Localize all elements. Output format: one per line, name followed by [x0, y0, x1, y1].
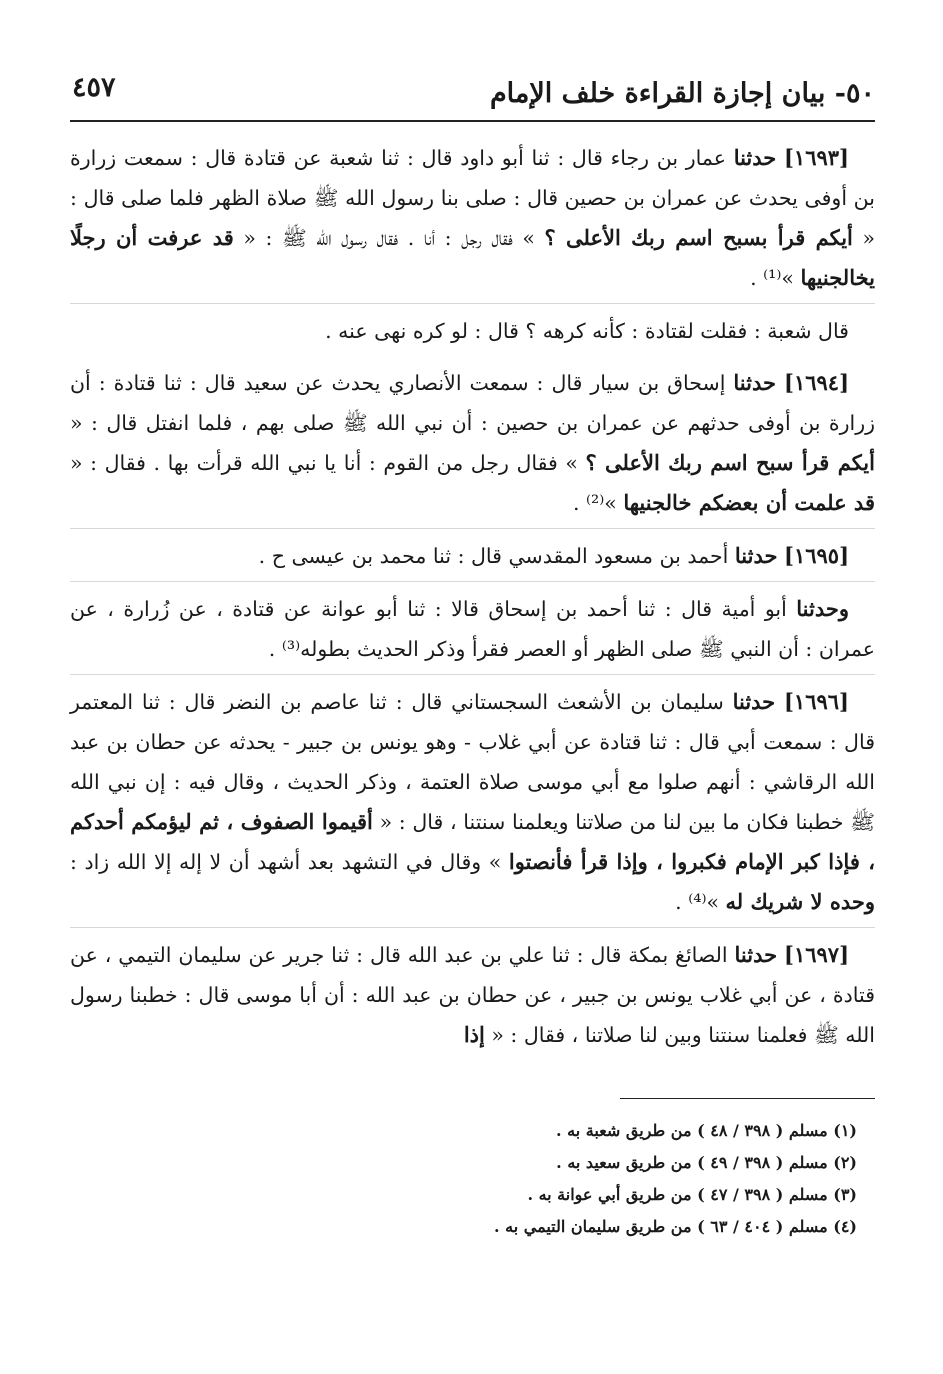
narration-keyword: حدثنا	[734, 543, 778, 568]
hadith-1696	[70, 682, 875, 928]
narration-keyword: وحدثنا	[796, 596, 849, 621]
hadith-number: [١٦٩٤]	[784, 370, 849, 395]
comment-text: قال شعبة : فقلت لقتادة : كأنه كرهه ؟ قال : لو كره نهى عنه .	[325, 319, 849, 343]
chapter-title: ٥٠- بيان إجازة القراءة خلف الإمام	[489, 78, 875, 109]
prophetic-quote: إذا	[463, 1022, 485, 1047]
hadith-number: [١٦٩٧]	[784, 942, 849, 967]
hadith-text: أبو أمية قال : ثنا أحمد بن إسحاق قالا : ثنا أبو عوانة عن قتادة ، عن زُرارة ، عن عمران : أن النبي ﷺ صلى الظهر أو العصر فقرأ وذكر الحديث بطوله⁽³⁾ .	[70, 597, 875, 661]
narration-keyword: حدثنا	[733, 370, 776, 395]
hadith-number: [١٦٩٣]	[783, 145, 849, 170]
narration-keyword: حدثنا	[734, 942, 778, 967]
hadith-number: [١٦٩٦]	[783, 689, 849, 714]
hadith-text: » فقال رجل : أنا . فقال رسول الله ﷺ : «	[233, 226, 545, 250]
prophetic-quote: أيكم قرأ سبح اسم ربك الأعلى ؟	[585, 450, 875, 475]
book-page	[70, 64, 875, 1243]
hadith-number: [١٦٩٥]	[784, 543, 849, 568]
footnote-4: (٤) مسلم ( ٤٠٤ / ٦٣ ) من طريق سليمان التيمي به .	[493, 1217, 857, 1236]
hadith-text: »⁽¹⁾ .	[750, 266, 801, 290]
hadith-1693	[70, 138, 875, 304]
prophetic-quote: أقيموا الصفوف ، ثم ليؤمكم أحدكم ، فإذا كبر الإمام فكبروا ، وإذا قرأ فأنصتوا	[70, 809, 876, 874]
hadith-text: أحمد بن مسعود المقدسي قال : ثنا محمد بن عيسى ح .	[258, 544, 735, 568]
hadith-text: عمار بن رجاء قال : ثنا أبو داود قال : ثنا شعبة عن قتادة قال : سمعت زرارة بن أوفى يحدث عن عمران بن حصين قال : صلى بنا رسول الله ﷺ صلاة الظهر فلما صلى قال : «	[70, 146, 875, 250]
prophetic-quote: وحده لا شريك له	[725, 889, 875, 914]
prophetic-quote: قد علمت أن بعضكم خالجنيها	[623, 490, 875, 515]
footnote-3: (٣) مسلم ( ٣٩٨ / ٤٧ ) من طريق أبي عوانة به .	[527, 1185, 857, 1204]
hadith-1695	[70, 536, 875, 582]
hadith-text: »⁽²⁾ .	[572, 491, 624, 515]
footnote-1: (١) مسلم ( ٣٩٨ / ٤٨ ) من طريق شعبة به .	[556, 1121, 857, 1140]
hadith-text: الصائغ بمكة قال : ثنا علي بن عبد الله قال : ثنا جرير عن سليمان التيمي ، عن قتادة ، عن أبي غلاب يونس بن جبير ، عن حطان بن عبد الله : أن أبا موسى قال : خطبنا رسول الله ﷺ فعلمنا سنتنا وبين لنا صلاتنا ، فقال : «	[70, 943, 875, 1047]
hadith-text: سليمان بن الأشعث السجستاني قال : ثنا عاصم بن النضر قال : ثنا المعتمر قال : سمعت أبي قال : ثنا قتادة عن أبي غلاب - وهو يونس بن جبير - يحدثه عن حطان بن عبد الله الرقاشي : أنهم صلوا مع أبي موسى صلاة العتمة ، وذكر الحديث ، وقال فيه : إن نبي الله ﷺ خطبنا فكان ما بين لنا من صلاتنا ويعلمنا سنتنا ، قال : «	[70, 690, 876, 834]
page-header	[70, 64, 875, 122]
narration-keyword: حدثنا	[732, 689, 776, 714]
footnote-2: (٢) مسلم ( ٣٩٨ / ٤٩ ) من طريق سعيد به .	[556, 1153, 857, 1172]
narration-keyword: حدثنا	[733, 145, 777, 170]
hadith-text: » وقال في التشهد بعد أشهد أن لا إله إلا الله زاد :	[70, 850, 509, 874]
hadith-1693-comment	[70, 311, 875, 356]
page-number: ٤٥٧	[72, 72, 116, 103]
hadith-1697	[70, 935, 875, 1060]
hadith-text-body	[70, 138, 875, 1060]
hadith-text: إسحاق بن سيار قال : سمعت الأنصاري يحدث عن سعيد قال : ثنا قتادة : أن زرارة بن أوفى حدثهم عن عمران بن حصين : أن نبي الله ﷺ صلى بهم ، فلما انفتل قال : «	[70, 371, 875, 435]
prophetic-quote: أيكم قرأ بسبح اسم ربك الأعلى ؟	[544, 225, 853, 250]
hadith-text: »⁽⁴⁾ .	[675, 890, 726, 914]
footnote-divider	[620, 1098, 875, 1099]
hadith-1695-second-chain	[70, 589, 875, 675]
hadith-text: » فقال رجل من القوم : أنا يا نبي الله قرأت بها . فقال : «	[70, 451, 586, 475]
hadith-1694	[70, 363, 875, 529]
footnotes	[70, 1115, 875, 1243]
prophetic-quote: قد عرفت أن رجلًا يخالجنيها	[70, 225, 875, 290]
